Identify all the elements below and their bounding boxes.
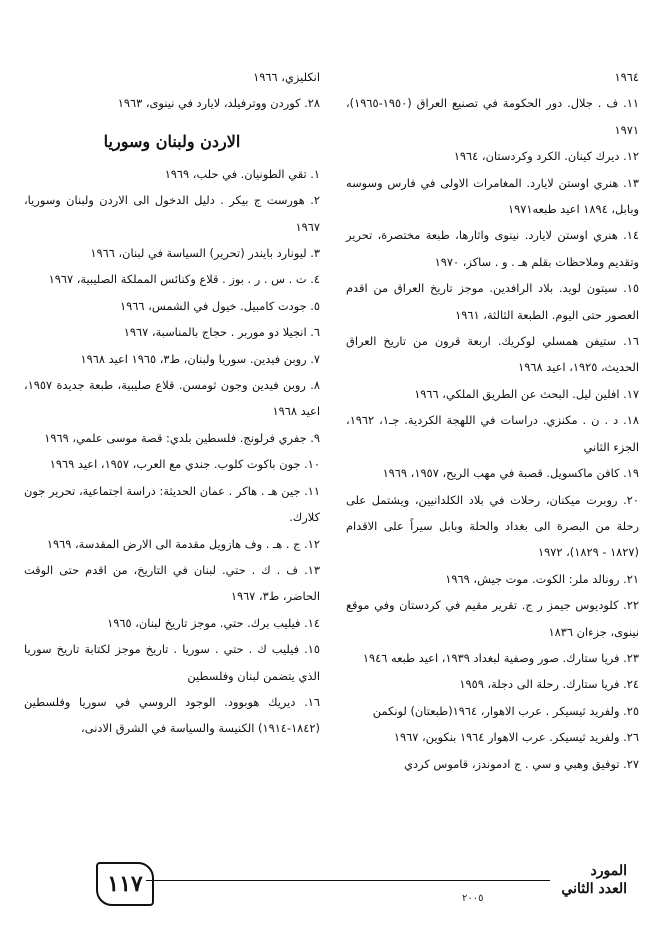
publication-year: ٢٠٠٥	[462, 893, 484, 904]
ref-line: انكليزي، ١٩٦٦	[253, 70, 320, 84]
ref-item: ٩. جفري فرلونج. فلسطين بلدي: قصة موسى علمي، ١٩٦٩	[44, 430, 320, 445]
ref-item: ٢٢. كلوديوس جيمز ر ج. تقرير مقيم في كردستان وفي موقع نينوى، جزءان ١٨٣٦	[346, 598, 639, 639]
left-column	[24, 64, 320, 845]
page-number: ١١٧	[96, 862, 154, 906]
journal-issue: العدد الثاني	[561, 881, 627, 897]
ref-item: ١١. جين هـ . هاكر . عمان الحديثة: دراسة اجتماعية، تحرير جون كلارك.	[24, 483, 320, 525]
ref-item: ٥. جودت كامبيل. خيول في الشمس، ١٩٦٦	[120, 298, 320, 313]
ref-item: ١٥. فيليب ك . حتي . سوريا . تاريخ موجز لكتابة تاريخ سوريا الذي يتضمن لبنان وفلسطين	[24, 642, 320, 683]
ref-line: ١٩٦٤	[614, 70, 639, 84]
ref-item: ٢٦. ولفريد ثيسيكر. عرب الاهوار ١٩٦٤ بنكوين، ١٩٦٧	[393, 730, 639, 745]
ref-item: ٤. ت . س . ر . بوز . قلاع وكنائس المملكة الصليبية، ١٩٦٧	[48, 272, 320, 287]
ref-item: ٢٥. ولفريد ثيسيكر . عرب الاهوار، ١٩٦٤(طبعتان) لونكمن	[372, 703, 639, 718]
ref-item: ١٩. كافن ماكسويل. قصبة في مهب الريح، ١٩٥٧، ١٩٦٩	[382, 466, 639, 481]
ref-item: ٢٨. كوردن ووترفيلد، لايارد في نينوى، ١٩٦٣	[117, 96, 320, 111]
section-heading: الاردن ولبنان وسوريا	[103, 131, 241, 151]
ref-item: ١٤. فيليب برك. حتي. موجز تاريخ لبنان، ١٩٦٥	[107, 615, 320, 630]
ref-item: ١٦. ديريك هوبوود. الوجود الروسي في سوريا وفلسطين (١٨٤٢-١٩١٤) الكنيسة والسياسة في الشرق الادنى،	[24, 694, 320, 736]
ref-item: ٢٣. فريا ستارك. صور وصفية لبغداد ١٩٣٩، اعيد طبعه ١٩٤٦	[362, 650, 639, 665]
ref-item: ٢٤. فريا ستارك. رحلة الى دجلة، ١٩٥٩	[459, 677, 639, 692]
ref-item: ١٧. افلين ليل. البحث عن الطريق الملكي، ١٩٦٦	[414, 386, 639, 401]
ref-item: ١٥. سيتون لويد. بلاد الرافدين. موجز تاريخ العراق من اقدم العصور حتى اليوم. الطبعة الثالثة، ١٩٦١	[346, 281, 639, 322]
ref-item: ٣. ليونارد بايندر (تحرير) السياسة في لبنان، ١٩٦٦	[90, 246, 320, 261]
ref-item: ١٣. ف . ك . حتي. لبنان في التاريخ، من اقدم حتى الوقت الحاضر، ط٣، ١٩٦٧	[24, 562, 320, 604]
ref-item: ١١. ف . جلال. دور الحكومة في تصنيع العراق (١٩٥٠-١٩٦٥)، ١٩٧١	[346, 96, 639, 137]
ref-item: ١٢. ديرك كينان. الكرد وكردستان، ١٩٦٤	[453, 149, 639, 164]
journal-title	[517, 862, 627, 898]
ref-item: ١٢. ج . هـ . وف هازويل مقدمة الى الارض المقدسة، ١٩٦٩	[46, 536, 320, 551]
ref-item: ١. تقي الطونيان. في حلب، ١٩٦٩	[164, 166, 320, 181]
footer-rule	[146, 880, 550, 881]
ref-item: ١٠. جون باكوت كلوب. جندي مع العرب، ١٩٥٧، اعيد ١٩٦٩	[49, 457, 320, 472]
ref-item: ١٤. هنري اوستن لايارد. نينوى واثارها، طبعة مختصرة، تحرير وتقديم وملاحظات بقلم هـ . و . ساكز، ١٩٧٠	[346, 228, 639, 269]
right-column	[346, 64, 639, 845]
ref-item: ١٣. هنري اوستن لايارد. المغامرات الاولى في فارس وسوسه وبابل، ١٨٩٤ اعيد طبعه١٩٧١	[346, 175, 639, 217]
ref-item: ٧. روبن فيدين. سوريا ولبنان، ط٣، ١٩٦٥ اعيد ١٩٦٨	[80, 351, 320, 366]
ref-item: ٨. روبن فيدين وجون ثومسن. قلاع صليبية، طبعة جديدة ١٩٥٧، اعيد ١٩٦٨	[24, 378, 320, 419]
ref-item: ١٨. د . ن . مكنزي. دراسات في اللهجة الكردية. جـ١، ١٩٦٢، الجزء الثاني	[346, 413, 639, 454]
ref-item: ١٦. ستيفن همسلي لوكريك. اربعة قرون من تاريخ العراق الحديث، ١٩٢٥، اعيد ١٩٦٨	[346, 334, 639, 375]
ref-item: ٢٧. توفيق وهبي و سي . ج ادموندز، قاموس كردي	[404, 756, 639, 771]
ref-item: ٢٠. روبرت ميكنان، رحلات في بلاد الكلدانيين، ويشتمل على رحلة من البصرة الى بغداد والحلة وبابل سيراً على الاقدام (١٨٢٧ - ١٨٢٩)، ١٩٧٢	[346, 492, 639, 560]
ref-item: ٢. هورست ج بيكر . دليل الدخول الى الاردن ولبنان وسوريا، ١٩٦٧	[24, 193, 320, 234]
ref-item: ٦. انجيلا دو موربر . حجاج بالمناسبة، ١٩٦٧	[123, 325, 320, 340]
journal-name: المورد	[590, 863, 627, 879]
ref-item: ٢١. رونالد ملر: الكوت. موت جيش، ١٩٦٩	[445, 571, 639, 586]
